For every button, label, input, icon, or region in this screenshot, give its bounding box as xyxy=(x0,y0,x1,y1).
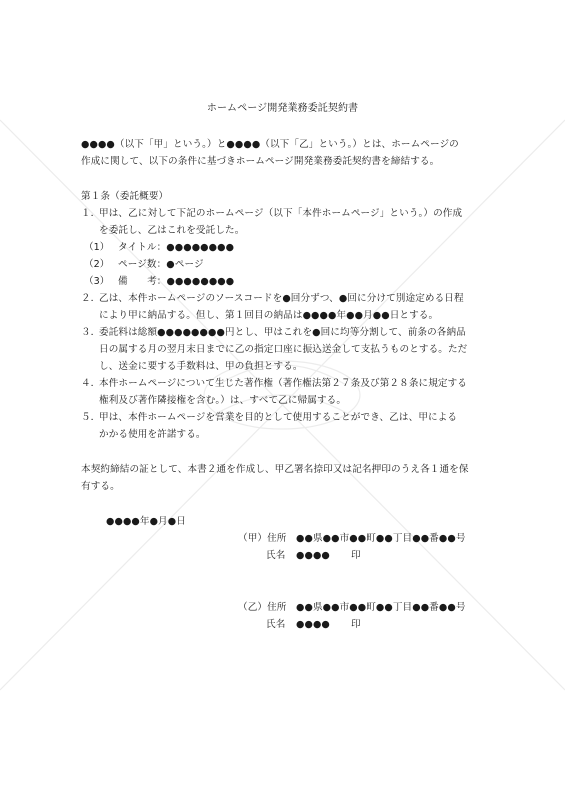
party-b-name: ●●●● xyxy=(296,619,330,630)
closing-line-2: 有する。 xyxy=(81,481,120,492)
sub-item-title: タイトル：●●●●●●●● xyxy=(118,242,235,253)
sub-item-remarks: 備 考：●●●●●●●● xyxy=(118,276,235,287)
item-2-line-1: 乙は、本件ホームページのソースコードを●回分ずつ、●回に分けて別途定める日程 xyxy=(99,293,464,304)
party-a-address-label: （甲）住所 xyxy=(238,533,287,544)
party-b-address: ●●県●●市●●町●●丁目●●番●●号 xyxy=(296,602,466,613)
party-b-name-label: 氏名 xyxy=(266,619,286,630)
sub-item-number: （3） xyxy=(84,276,110,287)
sub-item-number: （2） xyxy=(84,259,110,270)
item-number: ５． xyxy=(81,412,101,423)
document-title: ホームページ開発業務委託契約書 xyxy=(206,103,359,114)
contract-date: ●●●●年●月●日 xyxy=(106,516,186,527)
item-number: ４． xyxy=(81,378,101,389)
sub-item-number: （1） xyxy=(84,242,110,253)
item-number: ３． xyxy=(81,327,101,338)
sub-item-pages: ページ数：●ページ xyxy=(118,259,204,270)
item-4-line-1: 本件ホームページについて生じた著作権（著作権法第２７条及び第２８条に規定する xyxy=(99,378,467,389)
item-number: ２． xyxy=(81,293,101,304)
item-4-line-2: 権利及び著作隣接権を含む。）は、すべて乙に帰属する。 xyxy=(99,395,347,406)
item-3-line-3: し、送金に要する手数料は、甲の負担とする。 xyxy=(99,361,303,372)
party-a-seal: 印 xyxy=(351,550,361,561)
item-3-line-1: 委託料は総額●●●●●●●●円とし、甲はこれを●回に均等分割して、前条の各納品 xyxy=(99,327,466,338)
item-1-line-1: 甲は、乙に対して下記のホームページ（以下「本件ホームページ」という。）の作成 xyxy=(99,208,463,219)
party-b-address-label: （乙）住所 xyxy=(238,602,287,613)
item-5-line-1: 甲は、本件ホームページを営業を目的として使用することができ、乙は、甲による xyxy=(99,412,458,423)
item-2-line-2: により甲に納品する。但し、第１回目の納品は●●●●年●●月●●日とする。 xyxy=(99,310,439,321)
party-a-name: ●●●● xyxy=(296,550,330,561)
item-5-line-2: かかる使用を許諾する。 xyxy=(99,429,206,440)
article-1-heading: 第１条（委託概要） xyxy=(81,191,169,202)
party-a-address: ●●県●●市●●町●●丁目●●番●●号 xyxy=(296,533,466,544)
party-a-name-label: 氏名 xyxy=(266,550,286,561)
intro-line-2: 作成に関して、以下の条件に基づきホームページ開発業務委託契約書を締結する。 xyxy=(81,156,440,167)
intro-line-1: ●●●●（以下「甲」という。）と●●●●（以下「乙」という。）とは、ホームページの xyxy=(81,139,459,150)
item-1-line-2: を委託し、乙はこれを受託した。 xyxy=(99,225,245,236)
item-number: １． xyxy=(81,208,101,219)
closing-line-1: 本契約締結の証として、本書２通を作成し、甲乙署名捺印又は記名押印のうえ各１通を保 xyxy=(81,464,469,475)
item-3-line-2: 日の属する月の翌月末日までに乙の指定口座に振込送金して支払うものとする。ただ xyxy=(99,344,468,355)
party-b-seal: 印 xyxy=(351,619,361,630)
